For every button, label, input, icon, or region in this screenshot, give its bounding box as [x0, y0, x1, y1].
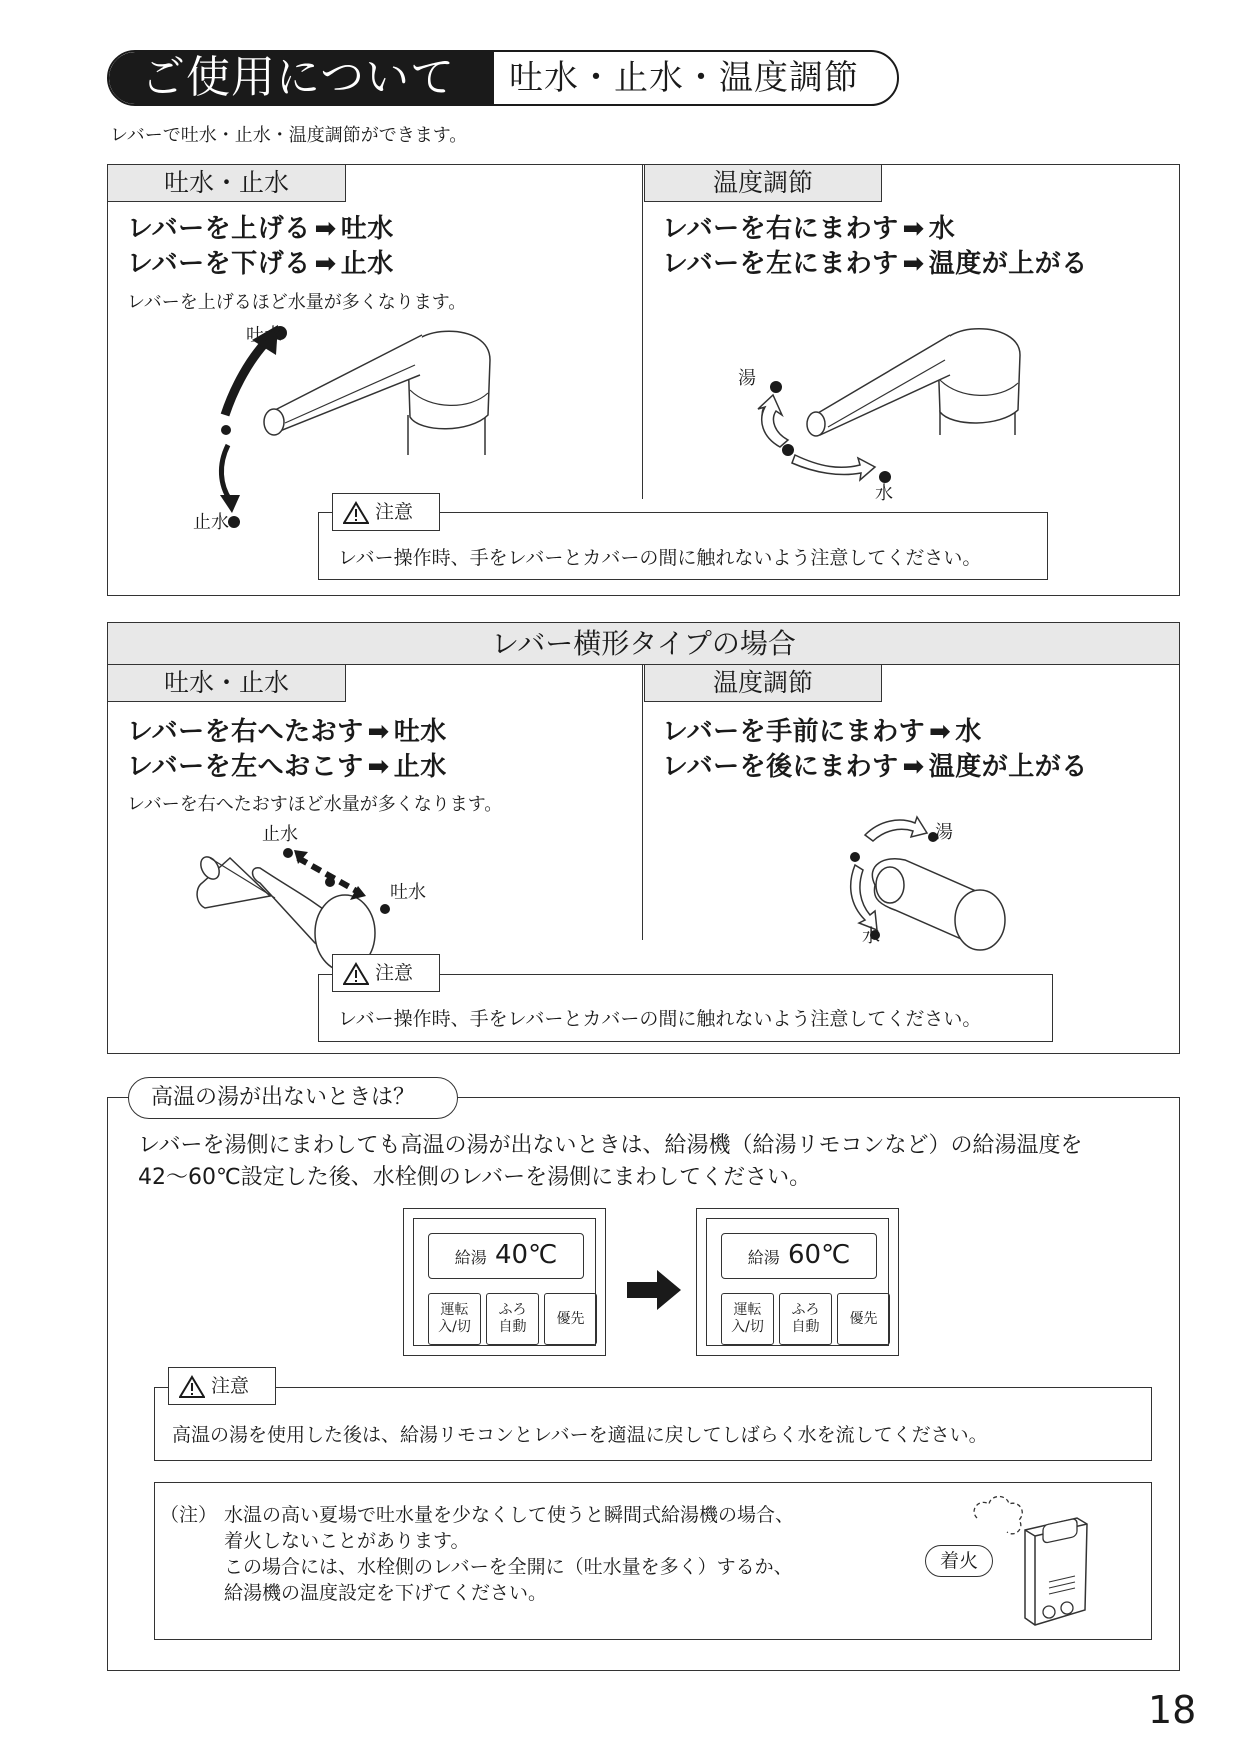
arrow-right-icon: ➡ [902, 214, 925, 244]
page-subtitle: 吐水・止水・温度調節 [509, 58, 859, 98]
intro-text: レバーで吐水・止水・温度調節ができます。 [110, 125, 468, 146]
instruction-tilt-right: レバーを右へたおす ➡ 吐水 [127, 717, 447, 747]
instruction-turn-right: レバーを右にまわす ➡ 水 [662, 214, 956, 244]
label-flow: 吐水 [390, 882, 426, 903]
power-button: 運転 入/切 [721, 1293, 774, 1345]
page-title: ご使用について [109, 52, 494, 104]
label-cold: 水 [875, 483, 893, 504]
note-line: 着火しないことがあります。 [224, 1530, 470, 1552]
caution-text: レバー操作時、手をレバーとカバーの間に触れないよう注意してください。 [338, 1008, 982, 1030]
page-number: 18 [1148, 1688, 1197, 1732]
note-line: 水温の高い夏場で吐水量を少なくして使うと瞬間式給湯機の場合、 [224, 1504, 795, 1526]
arrow-right-icon [627, 1270, 681, 1310]
instruction-lower: レバーを下げる ➡ 止水 [127, 249, 394, 279]
label-cold: 水 [862, 926, 880, 947]
instruction-turn-back: レバーを後にまわす ➡ 温度が上がる [662, 752, 1088, 782]
banner-horizontal-type: レバー横形タイプの場合 [108, 623, 1179, 665]
note-line: この場合には、水栓側のレバーを全開に（吐水量を多く）するか、 [224, 1556, 793, 1578]
label-stop: 止水 [193, 512, 229, 533]
priority-button: 優先 [837, 1293, 890, 1345]
section-title: 高温の湯が出ないときは？ [128, 1077, 458, 1119]
tab-flow-stop: 吐水・止水 [108, 165, 346, 202]
instruction-raise-left: レバーを左へおこす ➡ 止水 [127, 752, 447, 782]
bath-auto-button: ふろ 自動 [779, 1293, 832, 1345]
water-heater-icon [965, 1490, 1105, 1630]
flow-note: レバーを上げるほど水量が多くなります。 [127, 292, 467, 313]
bath-auto-button: ふろ 自動 [486, 1293, 539, 1345]
power-button: 運転 入/切 [428, 1293, 481, 1345]
arrow-right-icon: ➡ [367, 717, 390, 747]
tab-temperature: 温度調節 [644, 165, 882, 202]
tab-flow-stop: 吐水・止水 [108, 665, 346, 702]
column-divider [642, 665, 643, 940]
label-hot: 湯 [935, 822, 953, 843]
high-temp-text-2: 42〜60℃設定した後、水栓側のレバーを湯側にまわしてください。 [138, 1165, 812, 1190]
warning-icon [343, 501, 369, 524]
caution-label: 注意 [332, 954, 440, 992]
label-flow: 吐水 [246, 325, 282, 346]
priority-button: 優先 [544, 1293, 597, 1345]
instruction-turn-left: レバーを左にまわす ➡ 温度が上がる [662, 249, 1088, 279]
remote-after [696, 1208, 899, 1356]
remote-before [403, 1208, 606, 1356]
arrow-right-icon: ➡ [902, 249, 925, 279]
arrow-right-icon: ➡ [929, 717, 952, 747]
instruction-raise: レバーを上げる ➡ 吐水 [127, 214, 394, 244]
arrow-right-icon: ➡ [367, 752, 390, 782]
caution-text: 高温の湯を使用した後は、給湯リモコンとレバーを適温に戻してしばらく水を流してください。 [172, 1424, 988, 1446]
label-stop: 止水 [262, 824, 298, 845]
caution-label: 注意 [332, 493, 440, 531]
caution-text: レバー操作時、手をレバーとカバーの間に触れないよう注意してください。 [338, 547, 982, 569]
faucet-rotate-illustration [740, 315, 1030, 495]
column-divider [642, 164, 643, 499]
arrow-right-icon: ➡ [314, 214, 337, 244]
warning-icon [179, 1375, 205, 1398]
label-hot: 湯 [738, 368, 756, 389]
warning-icon [343, 962, 369, 985]
caution-label: 注意 [168, 1367, 276, 1405]
high-temp-text-1: レバーを湯側にまわしても高温の湯が出ないときは、給湯機（給湯リモコンなど）の給湯温度を [138, 1133, 1083, 1158]
remote-display: 給湯 40℃ [428, 1233, 584, 1279]
arrow-right-icon: ➡ [902, 752, 925, 782]
page-header [107, 50, 899, 106]
ignition-badge: 着火 [925, 1545, 993, 1577]
tab-temperature: 温度調節 [644, 665, 882, 702]
flow-note: レバーを右へたおすほど水量が多くなります。 [127, 794, 503, 815]
note-prefix: （注） [160, 1504, 218, 1526]
remote-panel [706, 1218, 889, 1346]
remote-display: 給湯 60℃ [721, 1233, 877, 1279]
instruction-turn-forward: レバーを手前にまわす ➡ 水 [662, 717, 982, 747]
remote-panel [413, 1218, 596, 1346]
arrow-right-icon: ➡ [314, 249, 337, 279]
note-line: 給湯機の温度設定を下げてください。 [224, 1582, 548, 1604]
